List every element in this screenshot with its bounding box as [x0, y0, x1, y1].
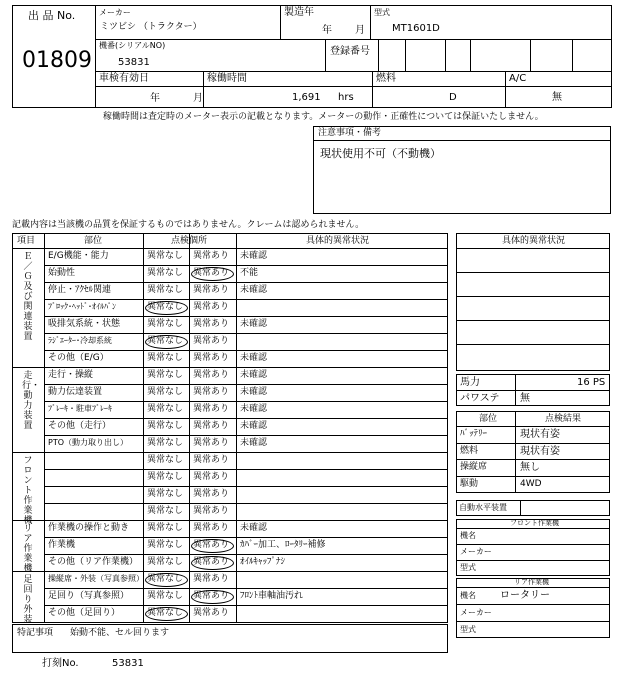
remarks-label: 注意事項・備考: [318, 128, 382, 138]
option-normal: 異常なし: [147, 590, 184, 601]
result-part-2: 操縦席: [460, 462, 488, 472]
row-divider: [44, 605, 448, 606]
row-part: 作業機の操作と動き: [48, 522, 130, 533]
front-maker-label: メーカー: [460, 547, 492, 556]
option-abnormal: 異常あり: [193, 573, 230, 584]
fuel-label: 燃料: [376, 73, 396, 84]
front-model-label: 型式: [460, 563, 476, 572]
rear-header: リア作業機: [514, 578, 549, 586]
option-normal: 異常なし: [147, 539, 184, 550]
row-divider: [44, 316, 448, 317]
row-part: その他（E/G）: [48, 352, 109, 363]
remarks-value: 現状使用不可（不動機）: [320, 147, 441, 160]
row-detail: 未確認: [240, 284, 268, 295]
stamp-label: 打刻No.: [42, 658, 79, 669]
row-detail: 未確認: [240, 369, 268, 380]
col-check: 点検個所: [171, 236, 208, 246]
option-abnormal: 異常あり: [193, 352, 230, 363]
option-normal: 異常なし: [147, 250, 184, 261]
option-abnormal: 異常あり: [193, 284, 230, 295]
option-abnormal: 異常あり: [193, 386, 230, 397]
row-part: E/G機能・能力: [48, 250, 109, 261]
front-header: フロント作業機: [510, 519, 559, 527]
row-divider: [44, 469, 448, 470]
option-normal: 異常なし: [147, 352, 184, 363]
row-divider: [44, 588, 448, 589]
ac-value: 無: [552, 92, 562, 103]
group-label-2: フロント作業機: [23, 456, 33, 526]
detail-header: 具体的異常状況: [502, 236, 566, 246]
notice-quality: 記載内容は当該機の品質を保証するものではありません。クレームは認められません。: [12, 220, 365, 230]
notice-hours: 稼働時間は査定時のメーター表示の記載となります。メーターの動作・正確性については保証いたしません。: [103, 112, 544, 122]
row-divider: [44, 503, 448, 504]
year-label: 製造年: [284, 7, 314, 18]
option-normal: 異常なし: [147, 522, 184, 533]
part-header: 部位: [479, 414, 498, 424]
option-abnormal: 異常あり: [193, 539, 230, 550]
result-part-0: ﾊﾞｯﾃﾘｰ: [460, 429, 488, 439]
option-abnormal: 異常あり: [193, 301, 230, 312]
option-normal: 異常なし: [147, 505, 184, 516]
selection-circle: [145, 573, 188, 587]
powersteering-label: パワステ: [460, 393, 500, 404]
option-normal: 異常なし: [147, 403, 184, 414]
row-detail: 未確認: [240, 386, 268, 397]
result-value-3: 4WD: [520, 479, 542, 489]
option-abnormal: 異常あり: [193, 318, 230, 329]
row-part: ﾌﾞﾚｰｷ・駐車ﾌﾞﾚｰｷ: [48, 403, 112, 413]
option-abnormal: 異常あり: [193, 250, 230, 261]
row-part: 走行・操縦: [48, 369, 94, 380]
row-detail: ｶﾊﾞｰ加工、ﾛｰﾀﾘｰ補修: [240, 539, 326, 550]
row-part: ﾌﾞﾛｯｸ･ﾍｯﾄﾞ･ｵｲﾙﾊﾟﾝ: [48, 301, 116, 311]
row-divider: [44, 435, 448, 436]
inspection-year-unit: 年: [150, 93, 160, 104]
row-divider: [44, 333, 448, 334]
inspection-month-unit: 月: [193, 93, 203, 104]
special-label: 特記事項: [17, 628, 54, 638]
option-normal: 異常なし: [147, 573, 184, 584]
selection-circle: [191, 556, 234, 570]
selection-circle: [191, 590, 234, 604]
rear-name-value: ロータリー: [500, 590, 550, 601]
result-header: 点検結果: [545, 414, 582, 424]
group-divider: [12, 622, 448, 623]
option-abnormal: 異常あり: [193, 590, 230, 601]
row-part: 始動性: [48, 267, 76, 278]
result-part-1: 燃料: [460, 446, 479, 456]
rear-model-label: 型式: [460, 625, 476, 634]
option-normal: 異常なし: [147, 386, 184, 397]
row-divider: [44, 299, 448, 300]
option-normal: 異常なし: [147, 437, 184, 448]
row-part: その他（リア作業機）: [48, 556, 139, 567]
option-normal: 異常なし: [147, 556, 184, 567]
row-divider: [44, 401, 448, 402]
row-divider: [44, 384, 448, 385]
maker-label: メーカー: [99, 8, 131, 17]
row-detail: 未確認: [240, 250, 268, 261]
group-divider: [12, 452, 448, 453]
row-part: 動力伝達装置: [48, 386, 103, 397]
option-abnormal: 異常あり: [193, 369, 230, 380]
option-abnormal: 異常あり: [193, 420, 230, 431]
ac-label: A/C: [509, 73, 527, 84]
option-abnormal: 異常あり: [193, 437, 230, 448]
row-detail: 未確認: [240, 403, 268, 414]
row-detail: ｵｲﾙｷｬｯﾌﾟﾅｼ: [240, 556, 286, 567]
selection-circle: [145, 335, 188, 349]
option-abnormal: 異常あり: [193, 607, 230, 618]
group-divider: [12, 367, 448, 368]
group-divider: [12, 571, 448, 572]
detail-grid: [456, 233, 610, 371]
col-item: 項目: [17, 236, 36, 246]
row-divider: [44, 486, 448, 487]
lot-label: 出 品 No.: [28, 9, 76, 22]
option-abnormal: 異常あり: [193, 335, 230, 346]
month-unit: 月: [355, 25, 365, 36]
row-divider: [44, 418, 448, 419]
group-label-0: Ｅ／Ｇ及び関連装置: [23, 252, 33, 342]
result-part-3: 駆動: [460, 479, 479, 489]
lot-number: 01809: [22, 48, 92, 73]
option-abnormal: 異常あり: [193, 403, 230, 414]
row-part: 操縦席・外装（写真参照）: [48, 573, 144, 583]
option-abnormal: 異常あり: [193, 454, 230, 465]
row-part: 作業機: [48, 539, 76, 550]
option-normal: 異常なし: [147, 607, 184, 618]
option-normal: 異常なし: [147, 267, 184, 278]
stamp-value: 53831: [112, 658, 144, 669]
col-part: 部位: [84, 236, 103, 246]
group-label-1: 走行・動力装置: [22, 371, 41, 431]
option-normal: 異常なし: [147, 488, 184, 499]
reg-label: 登録番号: [330, 46, 370, 57]
model-value: MT1601D: [392, 23, 440, 34]
selection-circle: [191, 267, 234, 281]
result-value-1: 現状有姿: [520, 446, 560, 457]
serial-label: 機番(シリアルNO): [99, 41, 166, 50]
group-label-3: リア作業機: [23, 524, 33, 574]
rear-name-label: 機名: [460, 591, 476, 600]
hours-value: 1,691: [292, 92, 321, 103]
row-divider: [44, 282, 448, 283]
group-label-4: 足回り外装: [23, 575, 33, 625]
option-normal: 異常なし: [147, 284, 184, 295]
fuel-value: D: [449, 92, 457, 103]
result-value-2: 無し: [520, 462, 540, 473]
group-divider: [12, 520, 448, 521]
row-detail: 未確認: [240, 522, 268, 533]
option-normal: 異常なし: [147, 420, 184, 431]
hp-value: 16 PS: [577, 377, 606, 388]
row-divider: [44, 554, 448, 555]
option-normal: 異常なし: [147, 471, 184, 482]
row-part: その他（走行）: [48, 420, 112, 431]
option-normal: 異常なし: [147, 454, 184, 465]
auto-level-label: 自動水平装置: [459, 503, 507, 512]
option-abnormal: 異常あり: [193, 522, 230, 533]
inspection-label: 車検有効日: [99, 73, 149, 84]
model-label: 型式: [374, 8, 390, 17]
row-part: PTO（動力取り出し）: [48, 437, 129, 447]
row-divider: [44, 537, 448, 538]
serial-value: 53831: [118, 57, 150, 68]
result-value-0: 現状有姿: [520, 429, 560, 440]
front-name-label: 機名: [460, 531, 476, 540]
option-abnormal: 異常あり: [193, 267, 230, 278]
row-divider: [44, 265, 448, 266]
row-detail: 不能: [240, 267, 259, 278]
year-unit: 年: [322, 25, 332, 36]
option-normal: 異常なし: [147, 318, 184, 329]
row-detail: 未確認: [240, 437, 268, 448]
selection-circle: [191, 539, 234, 553]
option-abnormal: 異常あり: [193, 488, 230, 499]
option-normal: 異常なし: [147, 335, 184, 346]
hours-unit: hrs: [338, 92, 354, 103]
selection-circle: [145, 607, 188, 621]
maker-value: ミツビシ （トラクター）: [100, 22, 202, 32]
row-detail: 未確認: [240, 420, 268, 431]
rear-maker-label: メーカー: [460, 608, 492, 617]
row-detail: 未確認: [240, 318, 268, 329]
row-part: その他（足回り）: [48, 607, 121, 618]
special-value: 始動不能、セル回ります: [70, 628, 170, 638]
powersteering-value: 無: [520, 393, 530, 404]
option-normal: 異常なし: [147, 369, 184, 380]
col-detail: 具体的異常状況: [306, 236, 370, 246]
option-abnormal: 異常あり: [193, 471, 230, 482]
row-part: 停止・ｱｸｾﾙ関連: [48, 284, 112, 295]
option-normal: 異常なし: [147, 301, 184, 312]
row-part: 足回り（写真参照）: [48, 590, 130, 601]
row-part: ﾗｼﾞｴｰﾀｰ･冷却系統: [48, 335, 112, 345]
option-abnormal: 異常あり: [193, 505, 230, 516]
row-detail: 未確認: [240, 352, 268, 363]
hp-label: 馬力: [460, 377, 480, 388]
row-divider: [44, 350, 448, 351]
row-part: 吸排気系統・状態: [48, 318, 121, 329]
selection-circle: [145, 301, 188, 315]
option-abnormal: 異常あり: [193, 556, 230, 567]
hours-label: 稼働時間: [207, 73, 247, 84]
row-detail: ﾌﾛﾝﾄ車軸油汚れ: [240, 590, 304, 601]
